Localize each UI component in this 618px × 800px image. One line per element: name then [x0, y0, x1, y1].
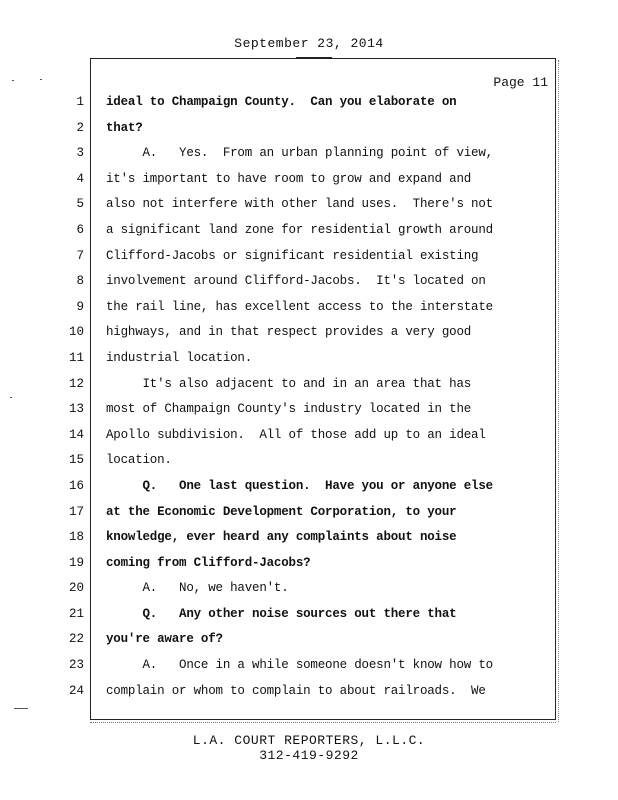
answer-line: it's important to have room to grow and expand and [106, 171, 472, 186]
frame-shadow [556, 60, 559, 722]
scan-speck [12, 80, 14, 81]
question-line: knowledge, ever heard any complaints about noise [106, 530, 457, 545]
scan-speck [10, 397, 12, 398]
answer-line: most of Champaign County's industry located in the [106, 402, 472, 417]
transcript-text [106, 90, 536, 704]
answer-line: complain or whom to complain to about railroads. We [106, 683, 486, 698]
footer-company: L.A. COURT REPORTERS, L.L.C. [192, 733, 426, 748]
line-number: 14 [68, 427, 84, 442]
line-number: 4 [76, 171, 84, 186]
line-number: 10 [68, 325, 84, 340]
answer-line: involvement around Clifford-Jacobs. It's located on [106, 274, 486, 289]
answer-line: Apollo subdivision. All of those add up to an ideal [106, 427, 486, 442]
line-number: 17 [68, 504, 84, 519]
question-line: that? [106, 120, 143, 135]
answer-line: A. Yes. From an urban planning point of view, [106, 146, 493, 161]
header-date: September 23, 2014 [234, 36, 384, 51]
line-number: 19 [68, 555, 84, 570]
question-line: coming from Clifford-Jacobs? [106, 555, 311, 570]
answer-line: a significant land zone for residential growth around [106, 222, 493, 237]
line-number: 1 [76, 95, 84, 109]
line-number: 6 [76, 222, 84, 237]
answer-line: Clifford-Jacobs or significant residential existing [106, 248, 479, 263]
line-number: 9 [76, 299, 84, 314]
question-line: ideal to Champaign County. Can you elaborate on [106, 95, 457, 109]
scan-speck [40, 79, 42, 80]
question-line: you're aware of? [106, 632, 223, 647]
answer-line: highways, and in that respect provides a very good [106, 325, 472, 340]
question-line: Q. One last question. Have you or anyone else [106, 478, 493, 493]
line-number: 15 [68, 453, 84, 468]
line-number: 21 [68, 606, 84, 621]
line-number: 2 [76, 120, 84, 135]
line-number: 22 [68, 632, 84, 647]
line-number: 12 [68, 376, 84, 391]
line-number: 20 [68, 581, 84, 596]
answer-line: location. [106, 453, 172, 468]
question-line: Q. Any other noise sources out there that [106, 606, 457, 621]
page-number: Page 11 [493, 75, 548, 90]
line-number: 7 [76, 248, 84, 263]
line-number: 11 [68, 350, 84, 365]
answer-line: A. Once in a while someone doesn't know how to [106, 658, 493, 673]
line-number: 3 [76, 146, 84, 161]
footer-phone: 312-419-9292 [259, 748, 359, 763]
line-number: 13 [68, 402, 84, 417]
line-number: 8 [76, 274, 84, 289]
scan-speck [14, 708, 28, 709]
line-number: 18 [68, 530, 84, 545]
answer-line: also not interfere with other land uses. There's not [106, 197, 493, 212]
answer-line: industrial location. [106, 350, 253, 365]
line-number: 23 [68, 658, 84, 673]
line-number-column [60, 90, 84, 704]
answer-line: the rail line, has excellent access to the interstate [106, 299, 493, 314]
answer-line: It's also adjacent to and in an area that has [106, 376, 472, 391]
line-number: 5 [76, 197, 84, 212]
line-number: 24 [68, 683, 84, 698]
line-number: 16 [68, 478, 84, 493]
question-line: at the Economic Development Corporation, to your [106, 504, 457, 519]
answer-line: A. No, we haven't. [106, 581, 289, 596]
footer-rule [90, 722, 556, 723]
